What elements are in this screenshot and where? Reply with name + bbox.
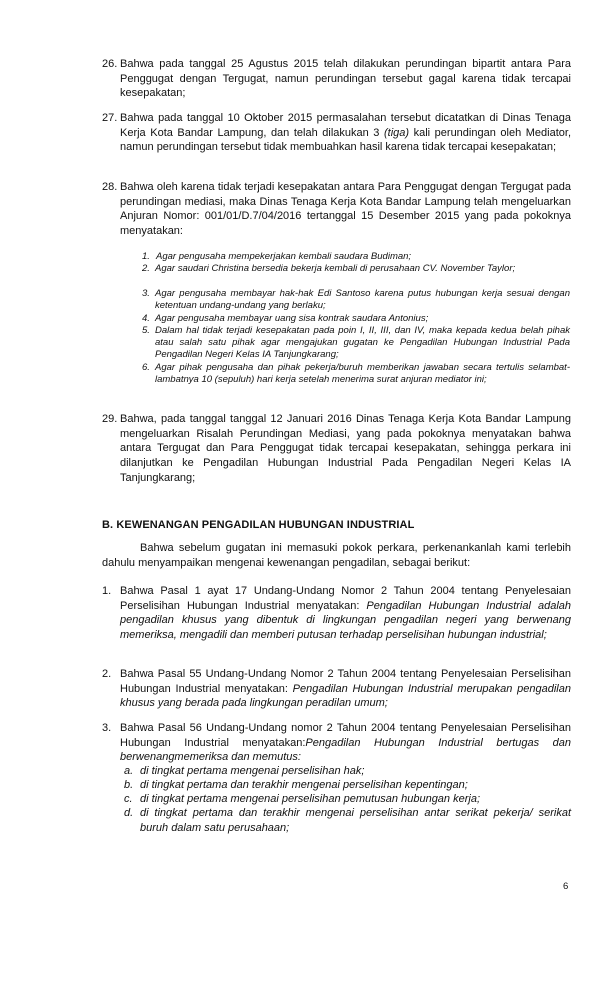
sub-item-3: 3. Agar pengusaha membayar hak-hak Edi Santoso karena putus hubungan kerja sesuai dengan ketentuan undang-undang yang berlaku; <box>142 288 570 312</box>
section-intro: Bahwa sebelum gugatan ini memasuki pokok perkara, perkenankanlah kami terlebih dahulu menyampaikan mengenai kewenangan pengadilan, sebagai berikut: <box>102 542 571 569</box>
sub-item-a: a. di tingkat pertama mengenai perselisihan hak; <box>124 765 365 777</box>
sub-item-4: 4. Agar pengusaha membayar uang sisa kontrak saudara Antonius; <box>142 313 429 324</box>
sub-item-c: c. di tingkat pertama mengenai perselisihan pemutusan hubungan kerja; <box>124 793 480 805</box>
item-number: 27. <box>102 112 118 124</box>
item-number: 29. <box>102 413 118 425</box>
item-text: Bahwa Pasal 55 Undang-Undang Nomor 2 Tahun 2004 tentang Penyelesaian Perselisihan Hubungan Industrial menyatakan: Pengadilan Hubungan Industrial merupakan pengadilan khusus yang berada pada lingkungan peradilan umum; <box>120 668 571 710</box>
sub-item-2: 2. Agar saudari Christina bersedia bekerja kembali di perusahaan CV. November Taylor; <box>142 263 516 274</box>
sub-item-6: 6. Agar pihak pengusaha dan pihak pekerja/buruh memberikan jawaban secara tertulis selambat-lambatnya 10 (sepuluh) hari kerja setelah menerima surat anjuran mediator ini; <box>142 362 570 386</box>
item-text: Bahwa Pasal 56 Undang-Undang nomor 2 Tahun 2004 tentang Penyelesaian Perselisihan Hubungan Industrial menyatakan:Pengadilan Hubungan Industrial bertugas dan berwenangmemeriksa dan memutus: <box>120 722 571 764</box>
item-text: Bahwa Pasal 1 ayat 17 Undang-Undang Nomor 2 Tahun 2004 tentang Penyelesaian Perselisihan Hubungan Industrial menyatakan: Pengadilan Hubungan Industrial adalah pengadilan khusus yang dibentuk di lingkungan pengadilan negeri yang berwenang memeriksa, mengadili dan memberi putusan terhadap perselisihan hubungan industrial; <box>120 585 571 642</box>
list-item-28 <box>102 180 571 240</box>
list-item-29 <box>102 412 571 487</box>
sub-item-b: b. di tingkat pertama dan terakhir mengenai perselisihan kepentingan; <box>124 779 468 791</box>
item-text: Bahwa pada tanggal 10 Oktober 2015 permasalahan tersebut dicatatkan di Dinas Tenaga Kerja Kota Bandar Lampung, dan telah dilakukan 3 (tiga) kali perundingan oleh Mediator, namun perundingan tersebut tidak membuahkan hasil karena tidak tercapai kesepakatan; <box>120 112 571 154</box>
law-quote: Pengadilan Hubungan Industrial adalah pengadilan khusus yang dibentuk di lingkungan pengadilan negeri yang berwenang memeriksa, mengadili dan memberi putusan terhadap perselisihan hubungan industrial; <box>120 599 571 642</box>
law-quote: Pengadilan Hubungan Industrial bertugas dan berwenangmemeriksa dan memutus: <box>120 736 571 764</box>
item-number: 2. <box>102 668 112 680</box>
item-number: 3. <box>102 722 112 734</box>
italic-text: (tiga) <box>383 126 410 139</box>
authority-item-3 <box>102 721 571 766</box>
sub-item-1: 1. Agar pengusaha mempekerjakan kembali saudara Budiman; <box>142 251 412 262</box>
list-item-27 <box>102 111 571 171</box>
page-number: 6 <box>563 881 569 892</box>
section-heading: B. KEWENANGAN PENGADILAN HUBUNGAN INDUSTRIAL <box>102 519 415 531</box>
item-text: Bahwa pada tanggal 25 Agustus 2015 telah dilakukan perundingan bipartit antara Para Penggugat dengan Tergugat, namun perundingan tersebut gagal karena tidak tercapai kesepakatan; <box>120 58 571 100</box>
authority-item-2 <box>102 667 571 712</box>
authority-item-1 <box>102 584 571 644</box>
item-number: 26. <box>102 58 118 70</box>
list-item-26 <box>102 57 571 102</box>
item-number: 1. <box>102 585 112 597</box>
item-number: 28. <box>102 181 118 193</box>
law-quote: Pengadilan Hubungan Industrial merupakan pengadilan khusus yang berada pada lingkungan peradilan umum; <box>120 682 571 710</box>
item-text: Bahwa, pada tanggal tanggal 12 Januari 2016 Dinas Tenaga Kerja Kota Bandar Lampung mengeluarkan Risalah Perundingan Mediasi, yang pada pokoknya menyatakan bahwa antara Tergugat dan Para Penggugat tidak tercapai kesepakatan, sehingga perkara ini dilanjutkan ke Pengadilan Hubungan Industrial Pada Pengadilan Negeri Kelas IA Tanjungkarang; <box>120 413 571 484</box>
sub-item-d: d. di tingkat pertama dan terakhir mengenai perselisihan antar serikat pekerja/ serikat buruh dalam satu perusahaan; <box>124 807 571 834</box>
sub-item-5: 5. Dalam hal tidak terjadi kesepakatan pada poin I, II, III, dan IV, maka kepada kedua belah pihak atau salah satu pihak agar mengajukan gugatan ke Pengadilan Hubungan Industrial Pada Pengadilan Negeri Kelas IA Tanjungkarang; <box>142 325 570 361</box>
item-text: Bahwa oleh karena tidak terjadi kesepakatan antara Para Penggugat dengan Tergugat pada perundingan mediasi, maka Dinas Tenaga Kerja Kota Bandar Lampung telah mengeluarkan Anjuran Nomor: 001/01/D.7/04/2016 tertanggal 15 Desember 2015 yang pada pokoknya menyatakan: <box>120 181 571 238</box>
